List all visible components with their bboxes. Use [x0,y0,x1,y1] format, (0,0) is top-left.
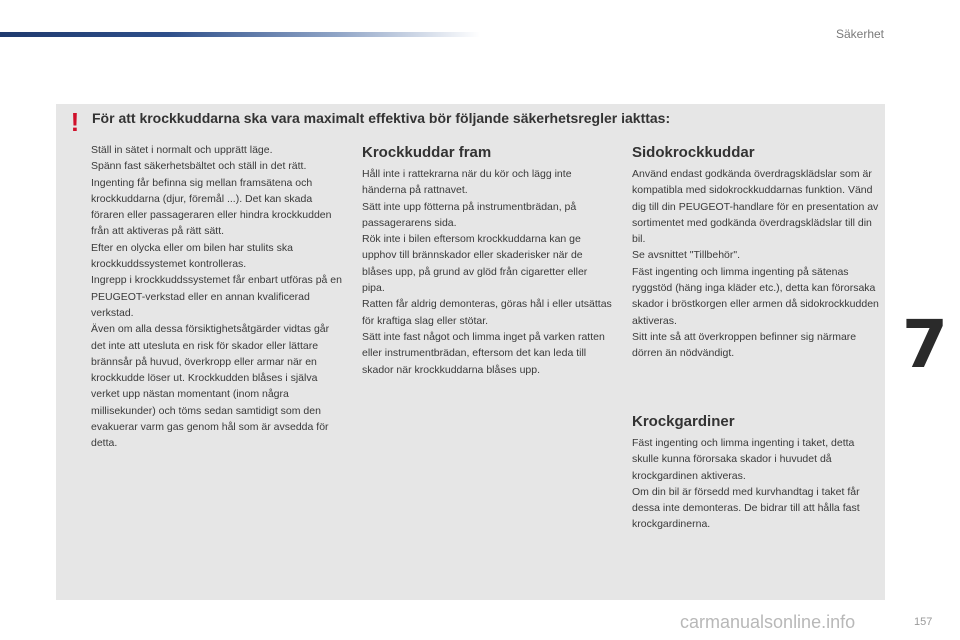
side-airbags-heading: Sidokrockkuddar [632,144,755,161]
section-title: Säkerhet [835,27,884,41]
curtain-airbags-heading: Krockgardiner [632,413,735,430]
front-line: Rök inte i bilen eftersom krockkuddarna kan ge upphov till brännskador eller skaderisker när de blåses upp, på grund av glöd från cigaretter eller pipa. [362,233,588,295]
warning-exclamation-icon: ! [70,107,80,137]
side-line: Sitt inte så att överkroppen befinner sig närmare dörren än nödvändigt. [632,330,857,360]
side-airbags-column [632,166,882,362]
front-airbags-heading: Krockkuddar fram [362,144,492,161]
header-accent-bar [0,32,480,37]
front-line: Håll inte i rattekrarna när du kör och lägg inte händerna på rattnavet. [362,168,572,197]
front-line: Ratten får aldrig demonteras, göras hål i eller utsättas för kraftiga slag eller stötar. [362,298,612,327]
curtain-line: Fäst ingenting och limma ingenting i taket, detta skulle kunna förorsaka skador i huvudet då krockgardinen aktiveras. [632,437,855,482]
intro-line: Ställ in sätet i normalt och upprätt läge. [91,144,273,156]
intro-line: Ingrepp i krockkuddssystemet får enbart utföras på en PEUGEOT-verkstad eller en annan kvalificerad verkstad. [91,274,342,319]
curtain-line: Om din bil är försedd med kurvhandtag i taket får dessa inte demonteras. De bidrar till att hålla fast krockgardinerna. [632,485,860,531]
front-line: Sätt inte fast något och limma inget på varken ratten eller instrumentbrädan, eftersom det kan leda till skador när krockkuddarna blåses upp. [362,330,605,376]
watermark: carmanualsonline.info [680,612,856,632]
curtain-airbags-column [632,435,882,533]
intro-column [91,142,343,452]
front-line: Sätt inte upp fötterna på instrumentbrädan, på passagerarens sida. [362,200,577,229]
panel-headline: För att krockkuddarna ska vara maximalt effektiva bör följande säkerhetsregler iakttas: [92,110,671,126]
chapter-number: 7 [902,306,948,383]
side-line: Se avsnittet "Tillbehör". [632,249,741,262]
intro-line: Även om alla dessa försiktighetsåtgärder vidtas går det inte att utesluta en risk för skador eller lättare brännsår på huvud, överkropp eller armar när en krockkudde löser ut. Krockkudden blåses i själva verket upp nästan momentant (inom några millisekunder) och töms sedan samtidigt som den evakuerar varm gas genom hål som är avsedda för detta. [91,323,330,450]
intro-line: Spänn fast säkerhetsbältet och ställ in det rätt. [91,160,307,173]
intro-line: Efter en olycka eller om bilen har stulits ska krockkuddssystemet kontrolleras. [91,241,293,271]
side-line: Fäst ingenting och limma ingenting på sätenas ryggstöd (häng inga kläder etc.), detta kan förorsaka skador i bröstkorgen eller armen då sidokrockkudden aktiveras. [632,265,879,327]
side-line: Använd endast godkända överdragsklädslar som är kompatibla med sidokrockkuddarnas funktion. Vänd dig till din PEUGEOT-handlare för en presentation av sortimentet med godkända överdragsklädslar till din bil. [632,168,879,246]
intro-line: Ingenting får befinna sig mellan framsätena och krockkuddarna (djur, föremål ...). Det kan skada föraren eller passageraren eller hindra krockkudden från att aktiveras på rätt sätt. [91,176,332,238]
page-number: 157 [914,616,933,628]
front-airbags-column [362,166,612,378]
